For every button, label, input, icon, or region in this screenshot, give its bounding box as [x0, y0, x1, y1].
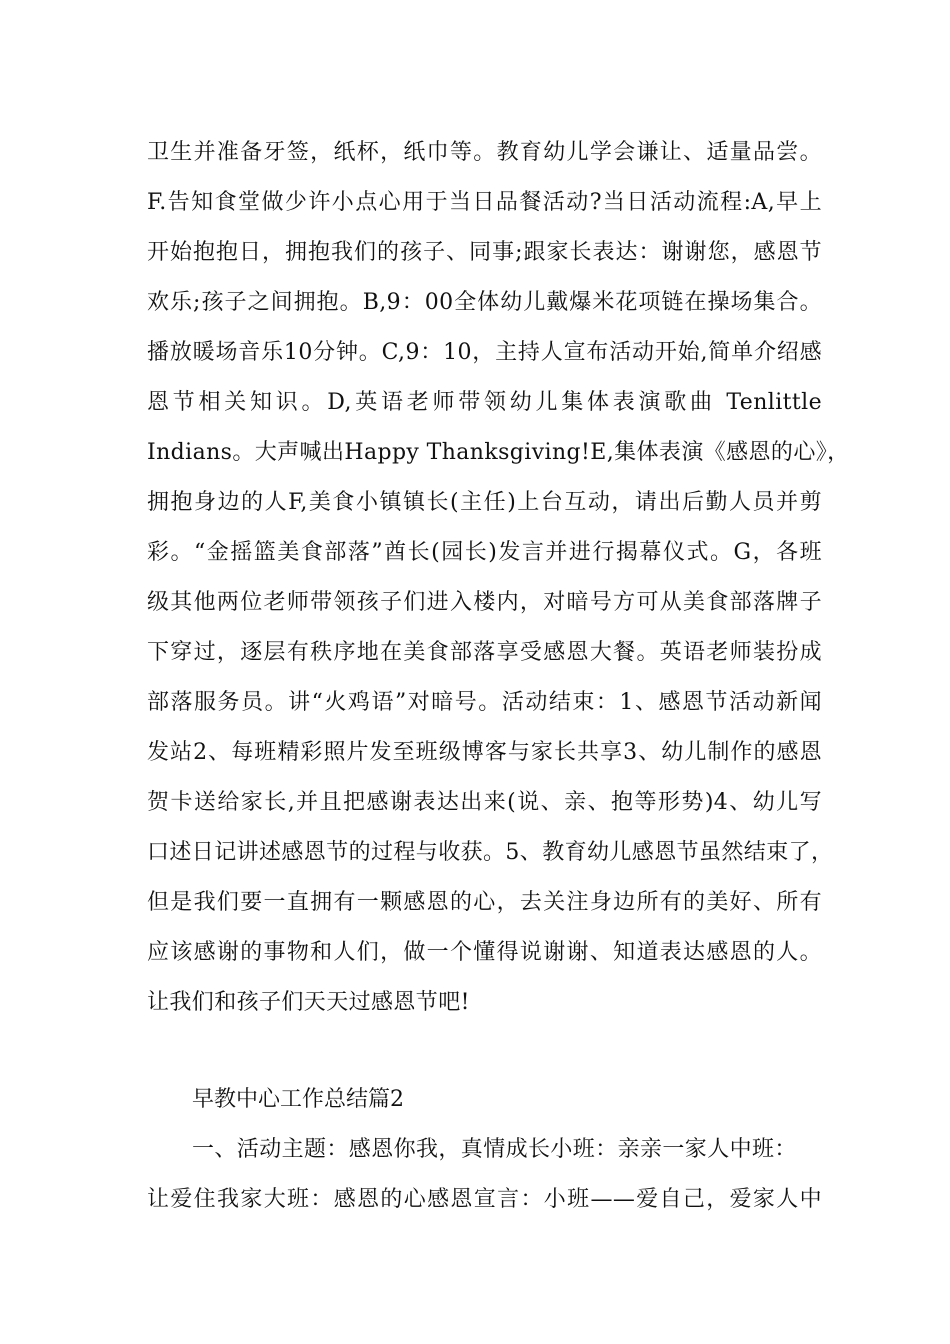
text-line: 口述日记讲述感恩节的过程与收获。5、教育幼儿感恩节虽然结束了， [147, 840, 834, 865]
text-line: 彩。“金摇篮美食部落”酋长(园长)发言并进行揭幕仪式。G，各班 [147, 540, 822, 565]
text-line: 但是我们要一直拥有一颗感恩的心，去关注身边所有的美好、所有 [147, 890, 822, 915]
text-line: 欢乐;孩子之间拥抱。B,9：00全体幼儿戴爆米花项链在操场集合。 [147, 290, 822, 315]
text-line: 播放暖场音乐10分钟。C,9：10，主持人宣布活动开始,简单介绍感 [147, 340, 822, 365]
text-line: 恩节相关知识。D,英语老师带领幼儿集体表演歌曲 Tenlittle [147, 390, 822, 415]
body-paragraph [147, 128, 850, 1028]
text-line: 让爱住我家大班：感恩的心感恩宣言：小班——爱自己，爱家人中 [147, 1187, 822, 1212]
text-line: F.告知食堂做少许小点心用于当日品餐活动?当日活动流程:A,早上 [147, 190, 822, 215]
section-heading: 早教中心工作总结篇2 [192, 1087, 404, 1112]
text-line: 卫生并准备牙签，纸杯，纸巾等。教育幼儿学会谦让、适量品尝。 [147, 140, 822, 165]
text-line: 发站2、每班精彩照片发至班级博客与家长共享3、幼儿制作的感恩 [147, 740, 822, 765]
text-line: 应该感谢的事物和人们，做一个懂得说谢谢、知道表达感恩的人。 [147, 940, 822, 965]
text-line: 贺卡送给家长,并且把感谢表达出来(说、亲、抱等形势)4、幼儿写 [147, 790, 822, 815]
text-line: 拥抱身边的人F,美食小镇镇长(主任)上台互动，请出后勤人员并剪 [147, 490, 822, 515]
text-line: 级其他两位老师带领孩子们进入楼内，对暗号方可从美食部落牌子 [147, 590, 822, 615]
text-line: 部落服务员。讲“火鸡语”对暗号。活动结束：1、感恩节活动新闻 [147, 690, 822, 715]
section-paragraph [147, 1125, 837, 1225]
text-line: Indians。大声喊出Happy Thanksgiving!E,集体表演《感恩的心》， [147, 440, 850, 465]
text-line: 下穿过，逐层有秩序地在美食部落享受感恩大餐。英语老师装扮成 [147, 640, 822, 665]
text-line: 一、活动主题：感恩你我，真情成长小班：亲亲一家人中班： [192, 1137, 797, 1162]
text-line: 让我们和孩子们天天过感恩节吧! [147, 990, 470, 1015]
text-line: 开始抱抱日，拥抱我们的孩子、同事;跟家长表达：谢谢您，感恩节 [147, 240, 822, 265]
